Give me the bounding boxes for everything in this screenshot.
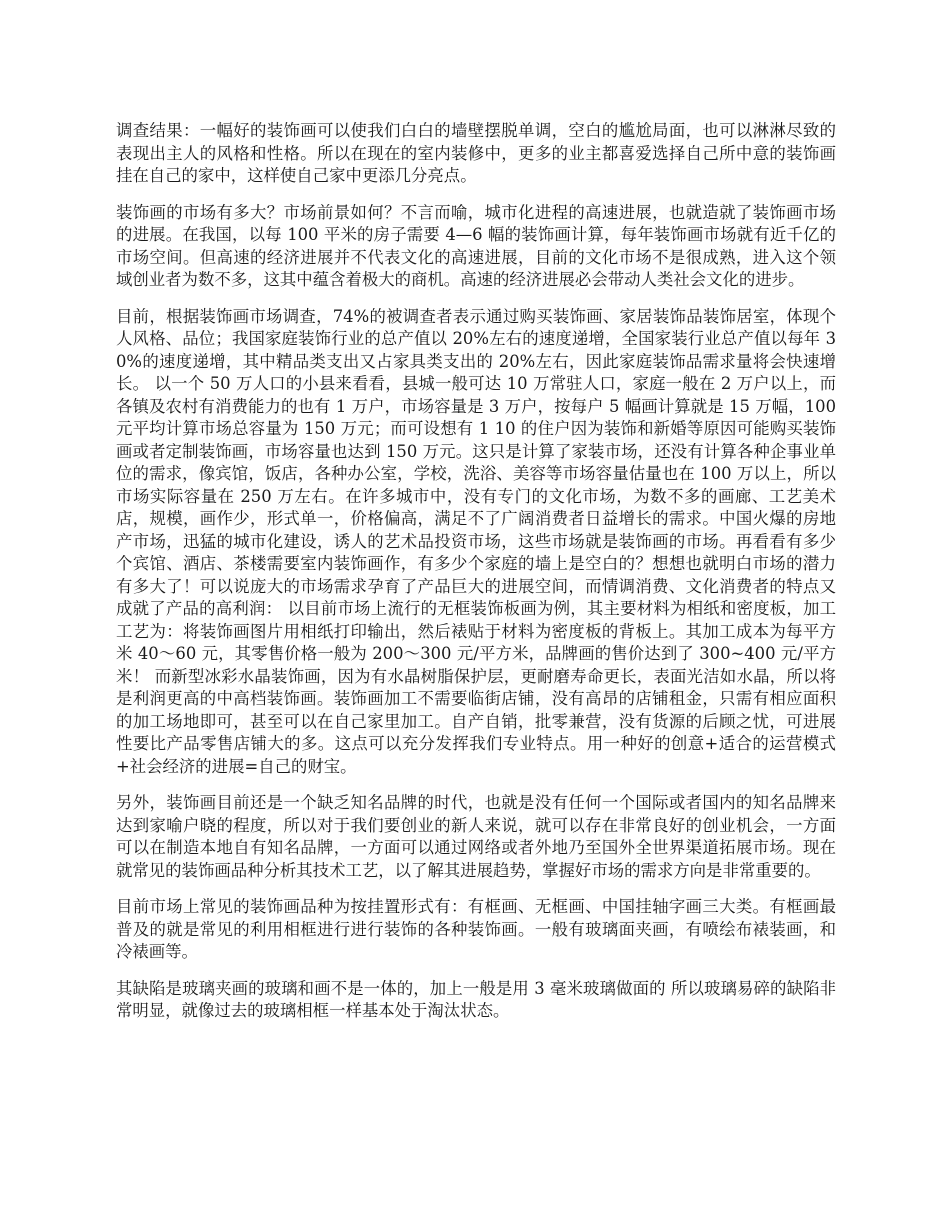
- paragraph-brand-opportunity: 另外，装饰画目前还是一个缺乏知名品牌的时代，也就是没有任何一个国际或者国内的知名品牌来达到家喻户晓的程度，所以对于我们要创业的新人来说，就可以存在非常良好的创业机会，一方面可以在制造本地自有知名品牌，一方面可以通过网络或者外地乃至国外全世界渠道拓展市场。现在就常见的装饰画品种分析其技术工艺，以了解其进展趋势，掌握好市场的需求方向是非常重要的。: [116, 793, 836, 880]
- paragraph-product-types: 目前市场上常见的装饰画品种为按挂置形式有：有框画、无框画、中国挂轴字画三大类。有框画最普及的就是常见的利用相框进行进行装饰的各种装饰画。一般有玻璃面夹画，有喷绘布裱装画，和冷裱画等。: [116, 897, 836, 961]
- paragraph-survey-result: 调查结果：一幅好的装饰画可以使我们白白的墙壁摆脱单调，空白的尴尬局面，也可以淋淋尽致的表现出主人的风格和性格。所以在现在的室内装修中，更多的业主都喜爱选择自己所中意的装饰画挂在自己的家中，这样使自己家中更添几分亮点。: [116, 121, 836, 185]
- document-body: [116, 120, 836, 1037]
- paragraph-glass-defect: 其缺陷是玻璃夹画的玻璃和画不是一体的，加上一般是用 3 毫米玻璃做面的 所以玻璃易碎的缺陷非常明显，就像过去的玻璃相框一样基本处于淘汰状态。: [116, 978, 836, 1020]
- paragraph-market-analysis: 目前，根据装饰画市场调查，74%的被调查者表示通过购买装饰画、家居装饰品装饰居室，体现个人风格、品位；我国家庭装饰行业的总产值以 20%左右的速度递增，全国家装行业总产值以每年 30%的速度递增，其中精品类支出又占家具类支出的 20%左右，因此家庭装饰品需求量将会快速增长。 以一个 50 万人口的小县来看看，县城一般可达 10 万常驻人口，家庭一般在 2 万户以上，而各镇及农村有消费能力的也有 1 万户，市场容量是 3 万户，按每户 5 幅画计算就是 15 万幅，100 元平均计算市场总容量为 150 万元；而可设想有 1 10 的住户因为装饰和新婚等原因可能购买装饰画或者定制装饰画，市场容量也达到 150 万元。这只是计算了家装市场，还没有计算各种企事业单位的需求，像宾馆，饭店，各种办公室，学校，洗浴、美容等市场容量估量也在 100 万以上，所以市场实际容量在 250 万左右。在许多城市中，没有专门的文化市场，为数不多的画廊、工艺美术店，规模，画作少，形式单一，价格偏高，满足不了广阔消费者日益增长的需求。中国火爆的房地产市场，迅猛的城市化建设，诱人的艺术品投资市场，这些市场就是装饰画的市场。再看看有多少个宾馆、酒店、茶楼需要室内装饰画作，有多少个家庭的墙上是空白的？想想也就明白市场的潜力有多大了！可以说庞大的市场需求孕育了产品巨大的进展空间，而情调消费、文化消费者的特点又成就了产品的高利润： 以目前市场上流行的无框装饰板画为例，其主要材料为相纸和密度板，加工工艺为：将装饰画图片用相纸打印输出，然后裱贴于材料为密度板的背板上。其加工成本为每平方米 40～60 元，其零售价格一般为 200～300 元/平方米，品牌画的售价达到了 300~400 元/平方米！ 而新型冰彩水晶装饰画，因为有水晶树脂保护层，更耐磨寿命更长，表面光洁如水晶，所以将是利润更高的中高档装饰画。装饰画加工不需要临街店铺，没有高昂的店铺租金，只需有相应面积的加工场地即可，甚至可以在自己家里加工。自产自销，批零兼营，没有货源的后顾之忧，可进展性要比产品零售店铺大的多。这点可以充分发挥我们专业特点。用一种好的创意+适合的运营模式+社会经济的进展=自己的财宝。: [116, 306, 836, 776]
- paragraph-market-size: 装饰画的市场有多大？市场前景如何？不言而喻，城市化进程的高速进展，也就造就了装饰画市场的进展。在我国，以每 100 平米的房子需要 4—6 幅的装饰画计算，每年装饰画市场就有近千亿的市场空间。但高速的经济进展并不代表文化的高速进展，目前的文化市场不是很成熟，进入这个领域创业者为数不多，这其中蕴含着极大的商机。高速的经济进展必会带动人类社会文化的进步。: [116, 202, 836, 289]
